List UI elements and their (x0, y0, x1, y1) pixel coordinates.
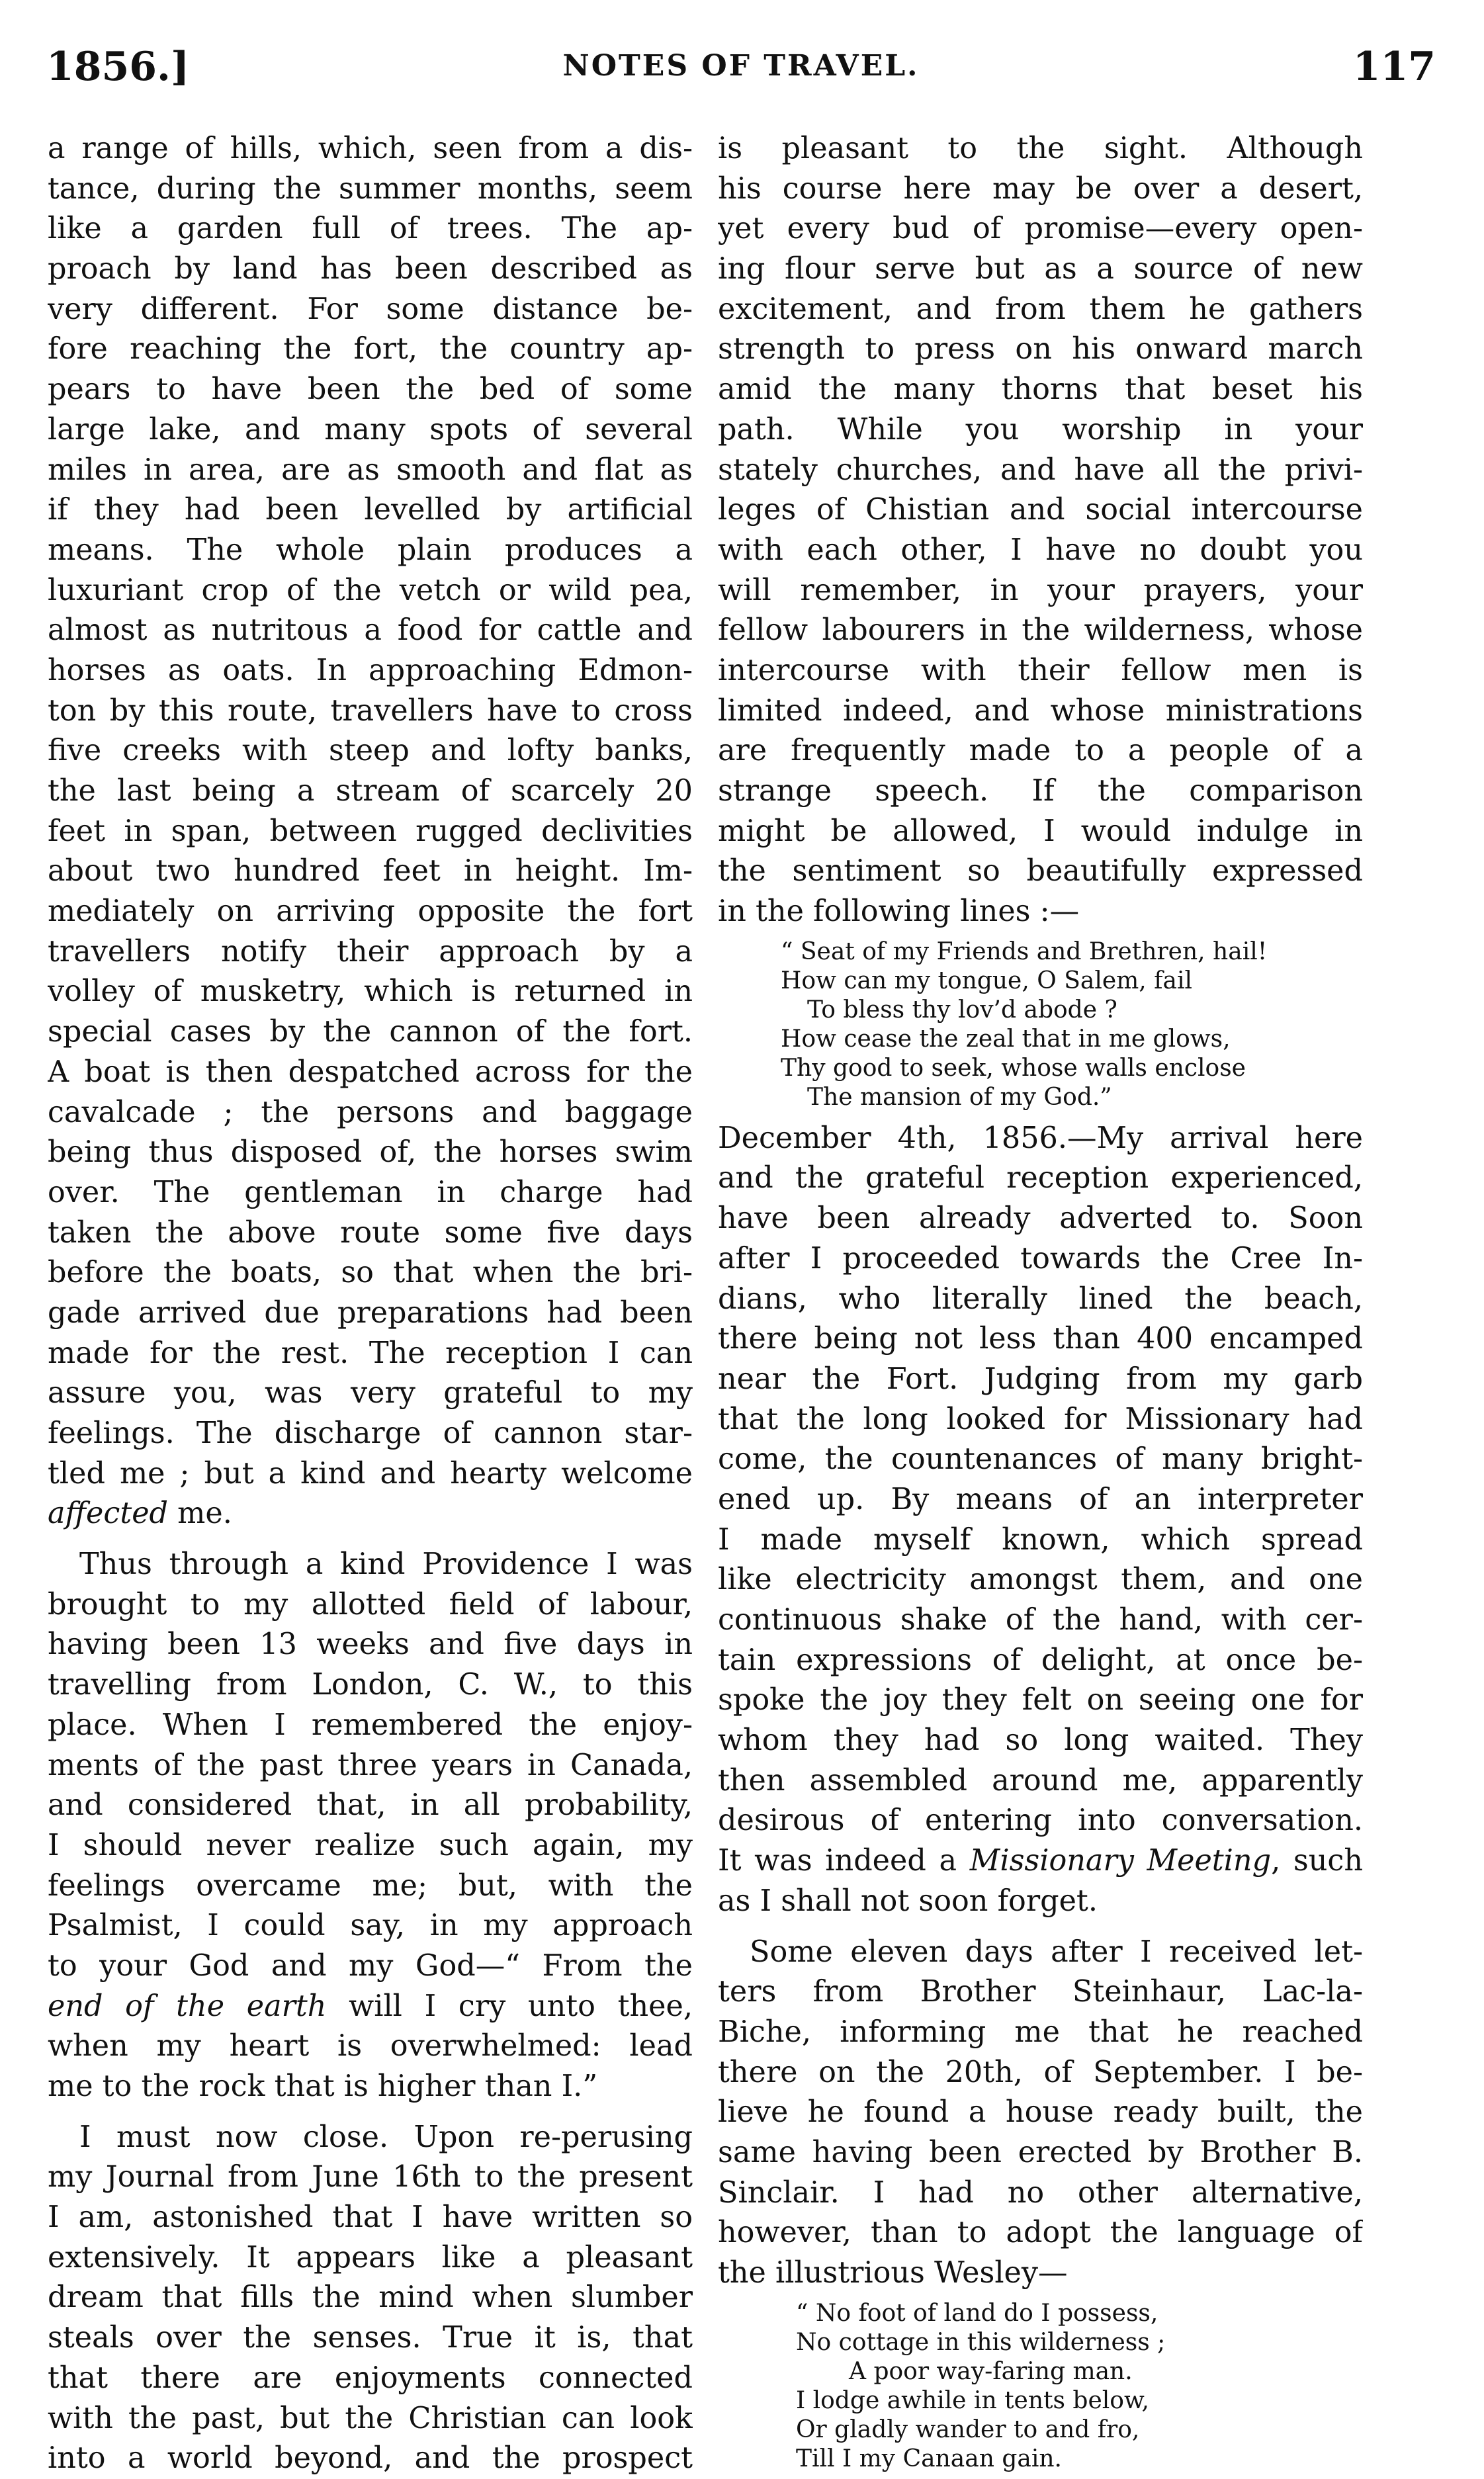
text-line: affected me. (48, 1497, 232, 1531)
text-line: Psalmist, I could say, in my approach (48, 1909, 693, 1943)
text-line: come, the countenances of many bright- (718, 1442, 1363, 1477)
paragraph-tail (48, 2026, 693, 2107)
text-line: are frequently made to a people of a (718, 734, 1363, 768)
text-line: the sentiment so beautifully expressed (718, 854, 1363, 889)
text-line: pears to have been the bed of some (48, 372, 693, 407)
poem-line: Till I my Canaan gain. (796, 2445, 1062, 2472)
text-line: horses as oats. In approaching Edmon- (48, 653, 693, 687)
text-line: when my heart is overwhelmed: lead (48, 2029, 693, 2064)
text-line: extensively. It appears like a pleasant (48, 2240, 693, 2275)
poem-line: How cease the zeal that in me glows, (781, 1025, 1231, 1053)
text-line: spoke the joy they felt on seeing one for (718, 1683, 1363, 1718)
text-line: means. The whole plain produces a (48, 533, 693, 567)
text-line: intercourse with their fellow men is (718, 653, 1363, 687)
text-line: made for the rest. The reception I can (48, 1336, 693, 1370)
text-line: gade arrived due preparations had been (48, 1295, 693, 1330)
text-line: into a world beyond, and the prospect (48, 2441, 693, 2476)
text-line: feelings. The discharge of cannon star- (48, 1416, 693, 1450)
text-line: might be allowed, I would indulge in (718, 814, 1363, 848)
text-line: there being not less than 400 encamped (718, 1322, 1363, 1356)
text-line: Biche, informing me that he reached (718, 2015, 1363, 2049)
text-line: five creeks with steep and lofty banks, (48, 734, 693, 768)
text-line: brought to my allotted field of labour, (48, 1587, 693, 1622)
poem-line: The mansion of my God.” (807, 1083, 1112, 1111)
text-line: proach by land has been described as (48, 252, 693, 286)
poem-quote (718, 2299, 1363, 2474)
paragraph (718, 1933, 1363, 2294)
text-line: A boat is then despatched across for the (48, 1055, 693, 1089)
text-line: the illustrious Wesley— (718, 2256, 1068, 2290)
text-line: about two hundred feet in height. Im- (48, 854, 693, 889)
text-line: after I proceeded towards the Cree In- (718, 1241, 1363, 1276)
poem-quote (718, 937, 1363, 1112)
text-line: that there are enjoyments connected (48, 2361, 693, 2395)
text-line: fore reaching the fort, the country ap- (48, 332, 693, 367)
header-title: NOTES OF TRAVEL. (562, 49, 920, 83)
italic-text: affected (48, 1497, 169, 1531)
text-line: then assembled around me, apparently (718, 1763, 1363, 1798)
text-line: mediately on arriving opposite the fort (48, 894, 693, 929)
poem-line: How can my tongue, O Salem, fail (781, 967, 1192, 994)
text-line: same having been erected by Brother B. (718, 2135, 1363, 2169)
text-line: I should never realize such again, my (48, 1828, 693, 1862)
text-line: path. While you worship in your (718, 412, 1363, 447)
text-line: there on the 20th, of September. I be- (718, 2055, 1363, 2089)
text-line: assure you, was very grateful to my (48, 1376, 693, 1411)
text-line: ened up. By means of an interpreter (718, 1482, 1363, 1516)
poem-line: “ No foot of land do I possess, (796, 2299, 1158, 2327)
text-line: near the Fort. Judging from my garb (718, 1362, 1363, 1396)
poem-line: To bless thy lov’d abode ? (807, 996, 1117, 1023)
text-line: desirous of entering into conversation. (718, 1804, 1363, 1838)
text-line: dians, who literally lined the beach, (718, 1282, 1363, 1316)
text-line: excitement, and from them he gathers (718, 292, 1363, 326)
text-line: tled me ; but a kind and hearty welcome (48, 1456, 693, 1491)
text-line: special cases by the cannon of the fort. (48, 1015, 693, 1049)
text-line: to your God and my God—“ From the (48, 1948, 693, 1983)
text-line: lieve he found a house ready built, the (718, 2095, 1363, 2130)
text-line: is pleasant to the sight. Although (718, 132, 1363, 165)
text-line: as I shall not soon forget. (718, 1884, 1098, 1918)
text-line: tance, during the summer months, seem (48, 171, 693, 206)
text-line: travelling from London, C. W., to this (48, 1668, 693, 1702)
text-line: and considered that, in all probability, (48, 1788, 693, 1823)
text-line: strength to press on his onward march (718, 332, 1363, 367)
text-line: luxuriant crop of the vetch or wild pea, (48, 573, 693, 607)
text-line: stately churches, and have all the privi- (718, 453, 1363, 487)
text-line: having been 13 weeks and five days in (48, 1628, 693, 1662)
text-line: large lake, and many spots of several (48, 412, 693, 447)
text-line: being thus disposed of, the horses swim (48, 1135, 693, 1170)
text-line: ters from Brother Steinhaur, Lac-la- (718, 1975, 1363, 2009)
text-line: steals over the senses. True it is, that (48, 2321, 693, 2355)
text-line: limited indeed, and whose ministrations (718, 693, 1363, 728)
poem-line: “ Seat of my Friends and Brethren, hail! (781, 937, 1268, 965)
text-line: the last being a stream of scarcely 20 (48, 774, 693, 808)
text-line: leges of Chistian and social intercourse (718, 493, 1363, 527)
text-line: end of the earth will I cry unto thee, (48, 1989, 693, 2023)
poem-line: Or gladly wander to and fro, (796, 2415, 1140, 2443)
text-line: my Journal from June 16th to the present (48, 2160, 693, 2195)
text-line: It was indeed a Missionary Meeting, such (718, 1844, 1363, 1878)
text-line: in the following lines :— (718, 894, 1080, 929)
poem-line: I lodge awhile in tents below, (796, 2386, 1149, 2414)
text-line: continuous shake of the hand, with cer- (718, 1603, 1363, 1637)
running-header (46, 44, 1436, 110)
text-line: Some eleven days after I received let- (750, 1935, 1363, 1969)
italic-text: end of the earth (48, 1989, 327, 2023)
text-line: strange speech. If the comparison (718, 774, 1363, 808)
text-line: I am, astonished that I have written so (48, 2200, 693, 2235)
text-line: before the boats, so that when the bri- (48, 1256, 693, 1290)
text-line: miles in area, are as smooth and flat as (48, 453, 693, 487)
text-line: taken the above route some five days (48, 1215, 693, 1250)
paragraph (718, 129, 1363, 932)
page-number: 117 (1352, 44, 1436, 90)
right-column (718, 129, 1363, 2474)
paragraph (48, 1545, 693, 1987)
paragraph (48, 2118, 693, 2479)
text-line: place. When I remembered the enjoy- (48, 1708, 693, 1742)
text-line: his course here may be over a desert, (718, 171, 1363, 206)
text-line: travellers notify their approach by a (48, 934, 693, 969)
text-line: feet in span, between rugged declivities (48, 814, 693, 848)
text-line: with each other, I have no doubt you (718, 533, 1363, 567)
text-line: volley of musketry, which is returned in (48, 975, 693, 1009)
text-line: I must now close. Upon re-perusing (79, 2120, 693, 2154)
poem-line: A poor way-faring man. (849, 2357, 1133, 2385)
paragraph (718, 1119, 1363, 1841)
text-line: almost as nutritous a food for cattle and (48, 613, 693, 648)
text-line: will remember, in your prayers, your (718, 573, 1363, 607)
text-line: ton by this route, travellers have to cross (48, 693, 693, 728)
left-column (48, 129, 693, 2479)
text-line: have been already adverted to. Soon (718, 1201, 1363, 1236)
text-line: if they had been levelled by artificial (48, 493, 693, 527)
text-line: ing flour serve but as a source of new (718, 252, 1363, 286)
text-line: yet every bud of promise—every open- (718, 212, 1363, 246)
text-line: I made myself known, which spread (718, 1522, 1363, 1557)
text-line: amid the many thorns that beset his (718, 372, 1363, 407)
text-line: fellow labourers in the wilderness, whose (718, 613, 1363, 648)
text-line: feelings overcame me; but, with the (48, 1868, 693, 1903)
text-line: with the past, but the Christian can look (48, 2401, 693, 2435)
header-year: 1856.] (46, 44, 190, 90)
text-line: a range of hills, which, seen from a dis- (48, 132, 693, 165)
paragraph (48, 129, 693, 1494)
text-line: dream that fills the mind when slumber (48, 2281, 693, 2315)
text-line: me to the rock that is higher than I.” (48, 2069, 598, 2103)
text-line: and the grateful reception experienced, (718, 1161, 1363, 1196)
text-line: very different. For some distance be- (48, 292, 693, 326)
text-line: like a garden full of trees. The ap- (48, 212, 693, 246)
text-line: over. The gentleman in charge had (48, 1175, 693, 1209)
text-line: ments of the past three years in Canada, (48, 1748, 693, 1782)
poem-line: No cottage in this wilderness ; (796, 2328, 1166, 2356)
text-line: that the long looked for Missionary had (718, 1402, 1363, 1436)
text-line: like electricity amongst them, and one (718, 1563, 1363, 1597)
text-line: Sinclair. I had no other alternative, (718, 2175, 1363, 2210)
text-line: tain expressions of delight, at once be- (718, 1643, 1363, 1677)
text-line: Thus through a kind Providence I was (79, 1547, 693, 1582)
poem-line: Thy good to seek, whose walls enclose (781, 1054, 1246, 1082)
italic-text: Missionary Meeting (969, 1844, 1272, 1878)
text-line: cavalcade ; the persons and baggage (48, 1095, 693, 1129)
text-line: December 4th, 1856.—My arrival here (718, 1121, 1363, 1155)
text-line: however, than to adopt the language of (718, 2216, 1363, 2250)
text-line: whom they had so long waited. They (718, 1723, 1363, 1758)
